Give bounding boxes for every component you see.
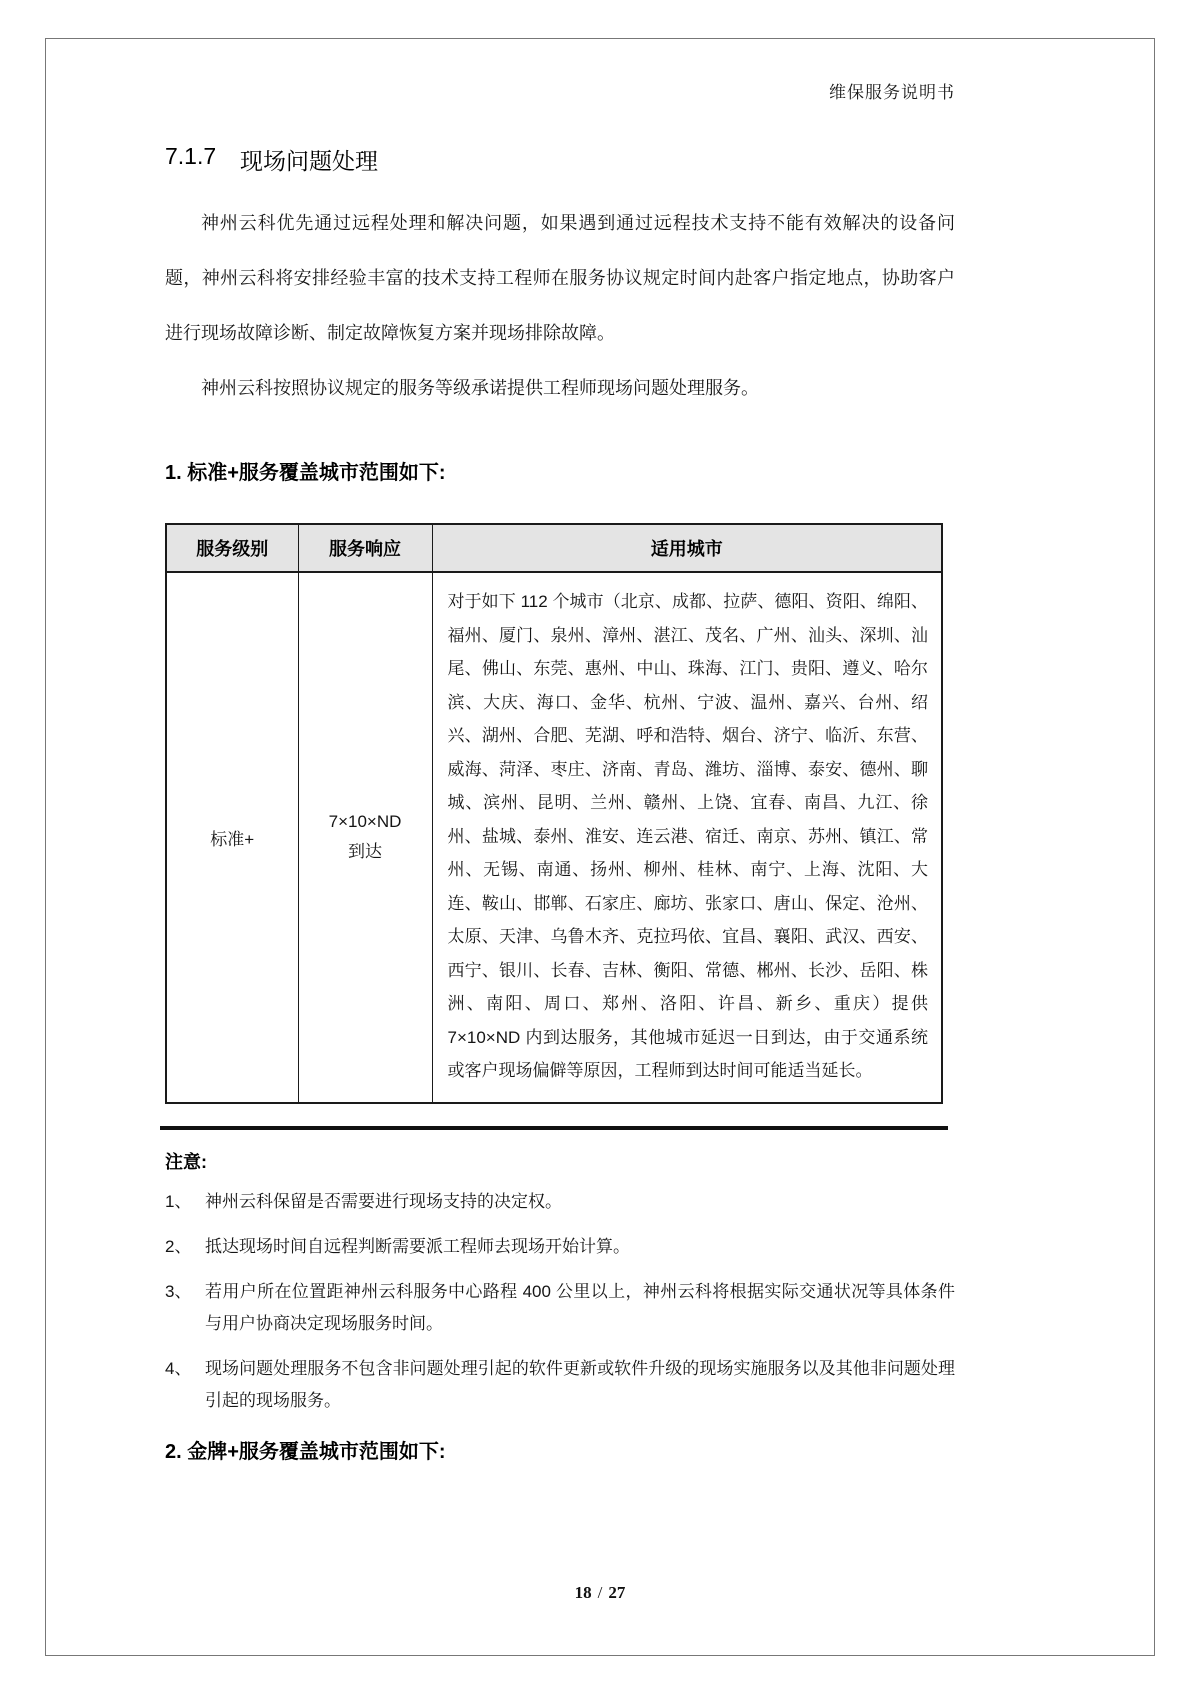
note-number: 4、 <box>165 1358 192 1378</box>
cell-applicable-cities: 对于如下 112 个城市（北京、成都、拉萨、德阳、资阳、绵阳、福州、厦门、泉州、漳州、湛江、茂名、广州、汕头、深圳、汕尾、佛山、东莞、惠州、中山、珠海、江门、贵阳、遵义、哈尔滨、大庆、海口、金华、杭州、宁波、温州、嘉兴、台州、绍兴、湖州、合肥、芜湖、呼和浩特、烟台、济宁、临沂、东营、威海、菏泽、枣庄、济南、青岛、潍坊、淄博、泰安、德州、聊城、滨州、昆明、兰州、赣州、上饶、宜春、南昌、九江、徐州、盐城、泰州、淮安、连云港、宿迁、南京、苏州、镇江、常州、无锡、南通、扬州、柳州、桂林、南宁、上海、沈阳、大连、鞍山、邯郸、石家庄、廊坊、张家口、唐山、保定、沧州、太原、天津、乌鲁木齐、克拉玛依、宜昌、襄阳、武汉、西安、西宁、银川、长春、吉林、衡阳、常德、郴州、长沙、岳阳、株洲、南阳、周口、郑州、洛阳、许昌、新乡、重庆）提供 7×10×ND 内到达服务，其他城市延迟一日到达，由于交通系统或客户现场偏僻等原因，工程师到达时间可能适当延长。 <box>432 572 942 1103</box>
note-number: 3、 <box>165 1281 192 1301</box>
note-item-3 <box>165 1276 955 1340</box>
table-header-applicable-cities: 适用城市 <box>432 524 942 572</box>
cell-service-response <box>298 572 432 1103</box>
notes-label: 注意: <box>165 1151 207 1172</box>
subheading-standard-plus: 1. 标准+服务覆盖城市范围如下: <box>165 462 446 484</box>
page-content <box>165 0 955 1464</box>
table-row-standard-plus <box>166 572 942 1103</box>
section-heading <box>165 143 955 176</box>
response-line1: 7×10×ND <box>328 812 402 832</box>
service-coverage-table <box>165 523 943 1104</box>
footer-total-pages: 27 <box>608 1583 626 1602</box>
paragraph-service-level: 神州云科按照协议规定的服务等级承诺提供工程师现场问题处理服务。 <box>201 378 759 398</box>
footer-page-number: 18 <box>574 1583 592 1602</box>
note-number: 2、 <box>165 1236 192 1256</box>
section-title: 现场问题处理 <box>240 148 378 174</box>
response-line2: 到达 <box>348 842 382 862</box>
notes-list <box>165 1186 955 1417</box>
section-number: 7.1.7 <box>165 143 217 169</box>
note-item-2 <box>165 1231 955 1263</box>
note-item-1 <box>165 1186 955 1218</box>
table-header-service-level: 服务级别 <box>166 524 298 572</box>
document-header-title: 维保服务说明书 <box>829 83 955 102</box>
thick-divider-rule <box>160 1126 948 1130</box>
note-text: 若用户所在位置距神州云科服务中心路程 400 公里以上，神州云科将根据实际交通状况等具体条件与用户协商决定现场服务时间。 <box>205 1281 955 1333</box>
note-text: 抵达现场时间自远程判断需要派工程师去现场开始计算。 <box>205 1236 630 1256</box>
table-header-row <box>166 524 942 572</box>
note-item-4 <box>165 1353 955 1417</box>
table-header-service-response: 服务响应 <box>298 524 432 572</box>
page-footer <box>0 1583 1200 1603</box>
note-number: 1、 <box>165 1191 192 1211</box>
footer-separator: / <box>597 1583 603 1602</box>
paragraph-remote-handling: 神州云科优先通过远程处理和解决问题，如果遇到通过远程技术支持不能有效解决的设备问题，神州云科将安排经验丰富的技术支持工程师在服务协议规定时间内赴客户指定地点，协助客户进行现场故障诊断、制定故障恢复方案并现场排除故障。 <box>165 213 955 343</box>
subheading-gold-plus: 2. 金牌+服务覆盖城市范围如下: <box>165 1440 446 1463</box>
note-text: 现场问题处理服务不包含非问题处理引起的软件更新或软件升级的现场实施服务以及其他非问题处理引起的现场服务。 <box>205 1358 955 1410</box>
cell-service-level: 标准+ <box>166 572 298 1103</box>
note-text: 神州云科保留是否需要进行现场支持的决定权。 <box>205 1191 562 1211</box>
